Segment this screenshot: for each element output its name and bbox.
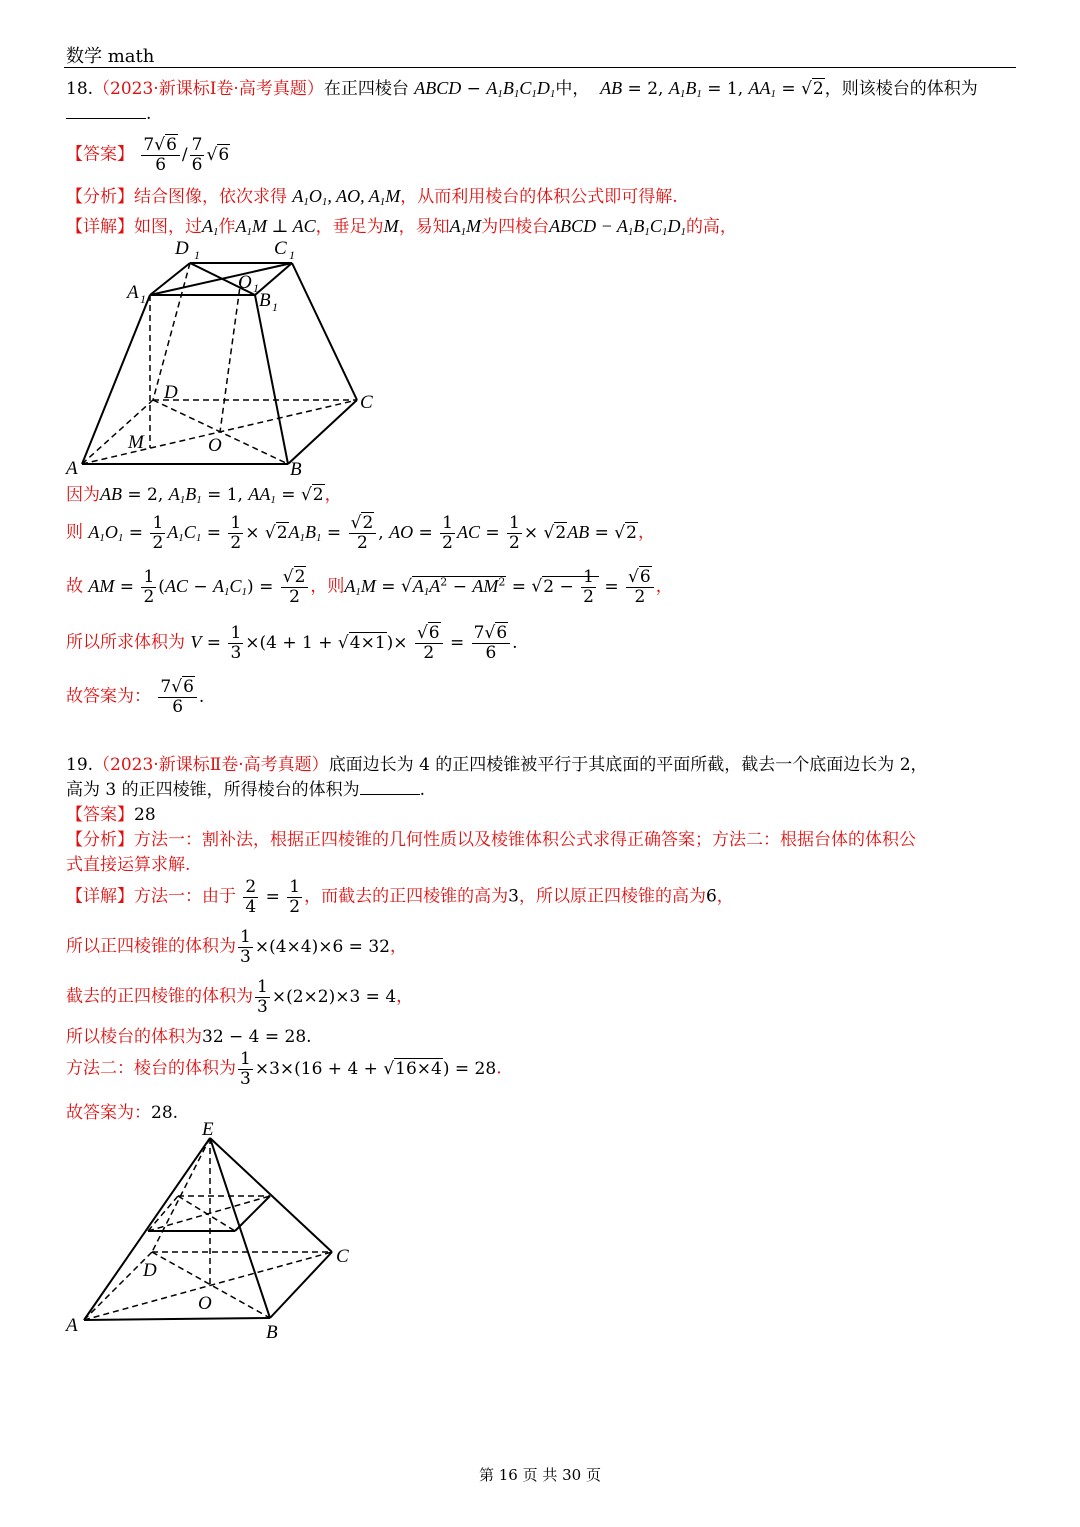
q19-line3: 截去的正四棱锥的体积为 $\frac{1}{3}$ ×(2×2)×3 = 4，	[66, 977, 414, 1017]
q19-line2: 所以正四棱锥的体积为 $\frac{1}{3}$ ×(4×4)×6 = 32，	[66, 927, 407, 967]
q18-analysis-a: 结合图像，依次求得	[134, 187, 287, 207]
q19-line4-text: 所以棱台的体积为	[66, 1027, 202, 1047]
page-footer: 第 16 页 共 30 页	[478, 1466, 601, 1484]
q18-answer: 【答案】 $\frac{7√6}{6}$ / $\frac{7}{6}$ √6	[66, 135, 230, 175]
q18-answer-tag: 【答案】	[66, 144, 134, 165]
q18-label-A: A	[66, 458, 78, 479]
q18-label-C1: C	[274, 238, 287, 259]
q19-final: 故答案为：	[66, 1103, 151, 1123]
q19-line2-text: 所以正四棱锥的体积为	[66, 936, 236, 957]
q19-label-A: A	[66, 1315, 78, 1336]
q18-stem-a: 在正四棱台	[323, 79, 409, 99]
q18-label-D1: D	[175, 238, 189, 259]
q18-frustum-figure	[60, 232, 390, 482]
q18-detail: 【详解】如图，过$A_1$作$A_1M$ ⊥ AC，垂足为M，易知$A_1M$为四棱台ABCD − $A_1B_1C_1D_1$的高，	[66, 216, 737, 238]
q19-answer-tag: 【答案】	[66, 805, 134, 825]
q19-analysis-line2	[66, 850, 190, 875]
q18-label-D: D	[164, 382, 178, 403]
q19-answer-value: 28	[134, 805, 156, 825]
q18-stem-end: .	[146, 104, 152, 124]
q18-label-B1: B	[259, 290, 271, 311]
q18-analysis-b: ，从而利用棱台的体积公式即可得解.	[400, 187, 678, 207]
q19-detail-b: ，而截去的正四棱锥的高为	[304, 886, 509, 907]
q18-detail-e: 为四棱台	[481, 217, 550, 237]
q18-hence2: ，则	[310, 576, 345, 597]
q19-detail-end: ，	[716, 886, 734, 907]
q18-detail-tag: 【详解】	[66, 217, 134, 237]
q18-because: 因为	[66, 485, 100, 505]
q18-hence: 故	[66, 576, 83, 597]
q19-source: （2023·新课标Ⅱ卷·高考真题）	[93, 755, 329, 775]
q18-blank-line	[66, 102, 151, 124]
q18-stem: 18.（2023·新课标Ⅰ卷·高考真题）在正四棱台 ABCD − $A_1B_1C_1D_1$中， AB = 2, $A_1B_1 = 1$, $AA_1 = √2$，则该棱台的体积为	[66, 78, 978, 100]
q18-detail-c: ，垂足为	[315, 217, 384, 237]
q19-label-C: C	[336, 1246, 349, 1267]
q19-label-B: B	[266, 1322, 278, 1343]
q18-label-M: M	[128, 432, 144, 453]
header-rule	[64, 67, 1016, 68]
q19-blank	[360, 778, 420, 795]
q19-stem-text2: 高为 3 的正四棱锥，所得棱台的体积为	[66, 780, 360, 800]
q18-source: （2023·新课标Ⅰ卷·高考真题）	[93, 79, 324, 99]
svg-text:1: 1	[289, 248, 295, 262]
q18-final-line: 故答案为： $\frac{7√6}{6}$ .	[66, 677, 205, 717]
q18-stem-b: 中，	[555, 79, 590, 99]
q18-detail-b: 作	[218, 217, 236, 237]
q19-stem-line2	[66, 775, 425, 800]
q19-line5-text: 方法二：棱台的体积为	[66, 1058, 236, 1079]
svg-text:1: 1	[272, 300, 278, 314]
q19-label-E: E	[202, 1119, 214, 1140]
q18-analysis-tag: 【分析】	[66, 187, 134, 207]
q19-final-line: 故答案为：28.	[66, 1103, 179, 1123]
q18-final: 故答案为：	[66, 686, 151, 707]
q18-detail-a: 如图，过	[134, 217, 202, 237]
q19-analysis-text1: 方法一：割补法，根据正四棱锥的几何性质以及棱锥体积公式求得正确答案；方法二：根据台体的体积公	[134, 830, 916, 850]
q19-line3-text: 截去的正四棱锥的体积为	[66, 986, 253, 1007]
svg-text:1: 1	[140, 292, 146, 306]
q18-hence-line: 故 AM = $\frac{1}{2}$ $(AC - A_1C_1)$ = $\frac{√2}{2}$ ，则$A_1M = √A_1A^2 - AM^2 = √2$ − $\frac{1}{2}$ = $\frac{√6}{2}$ ，	[66, 567, 673, 607]
svg-text:1: 1	[194, 248, 200, 262]
q18-volume-line: 所以所求体积为 V = $\frac{1}{3}$ ×(4 + 1 + √4×1)× $\frac{√6}{2}$ = $\frac{7√6}{6}$ .	[66, 623, 518, 663]
q18-detail-f: 的高，	[685, 217, 737, 237]
q18-then-line: 则 $A_1O_1$ = $\frac{1}{2}$ $A_1C_1$ = $\frac{1}{2}$ × $√2A_1B_1$ = $\frac{√2}{2}$ , AO = $\frac{1}{2}$ AC = $\frac{1}{2}$ × √2AB = √2，	[66, 513, 655, 553]
q19-detail-tag: 【详解】	[66, 886, 134, 907]
q18-label-A1: A	[127, 282, 139, 303]
q19-answer	[66, 800, 156, 825]
q19-line5: 方法二：棱台的体积为 $\frac{1}{3}$ ×3×(16 + 4 + √16×4) = 28.	[66, 1049, 502, 1089]
q18-because-line: 因为AB = 2, $A_1B_1 = 1$, $AA_1 = √2$，	[66, 484, 342, 506]
q18-stem-c: ，则该棱台的体积为	[824, 79, 978, 99]
q18-blank	[66, 102, 146, 119]
q19-label-O: O	[198, 1293, 212, 1314]
q18-label-B: B	[290, 459, 302, 480]
q19-analysis-line1	[66, 825, 916, 850]
q19-stem-end: .	[419, 780, 426, 800]
q18-volume-text: 所以所求体积为	[66, 632, 185, 653]
q19-stem-text1: 底面边长为 4 的正四棱锥被平行于其底面的平面所截，截去一个底面边长为 2，	[328, 755, 928, 775]
header-subject: 数学 math	[66, 46, 155, 67]
q19-analysis-text2: 式直接运算求解.	[66, 855, 191, 875]
q18-then: 则	[66, 522, 83, 543]
svg-text:1: 1	[253, 281, 259, 295]
q19-detail-c: ，所以原正四棱锥的高为	[518, 886, 706, 907]
q19-label-D: D	[143, 1260, 157, 1281]
q18-label-O1: O	[238, 272, 252, 293]
q18-detail-d: ，易知	[398, 217, 450, 237]
q19-stem-line1	[66, 750, 928, 775]
q19-analysis-tag: 【分析】	[66, 830, 134, 850]
q18-analysis: 【分析】结合图像，依次求得 $A_1O_1$, AO, $A_1M$，从而利用棱台的体积公式即可得解.	[66, 186, 678, 208]
q19-number: 19.	[66, 755, 94, 775]
q19-detail-a: 方法一：由于	[134, 886, 236, 907]
q18-label-C: C	[360, 392, 373, 413]
q18-label-O: O	[208, 435, 222, 456]
q19-pyramid-figure	[60, 1118, 370, 1348]
q19-line4: 所以棱台的体积为32 − 4 = 28.	[66, 1027, 312, 1047]
q19-detail-line1: 【详解】方法一：由于 $\frac{2}{4}$ = $\frac{1}{2}$ ，而截去的正四棱锥的高为3，所以原正四棱锥的高为6，	[66, 877, 734, 917]
q18-number: 18.	[66, 79, 94, 99]
q19-final-value: 28	[151, 1103, 173, 1123]
